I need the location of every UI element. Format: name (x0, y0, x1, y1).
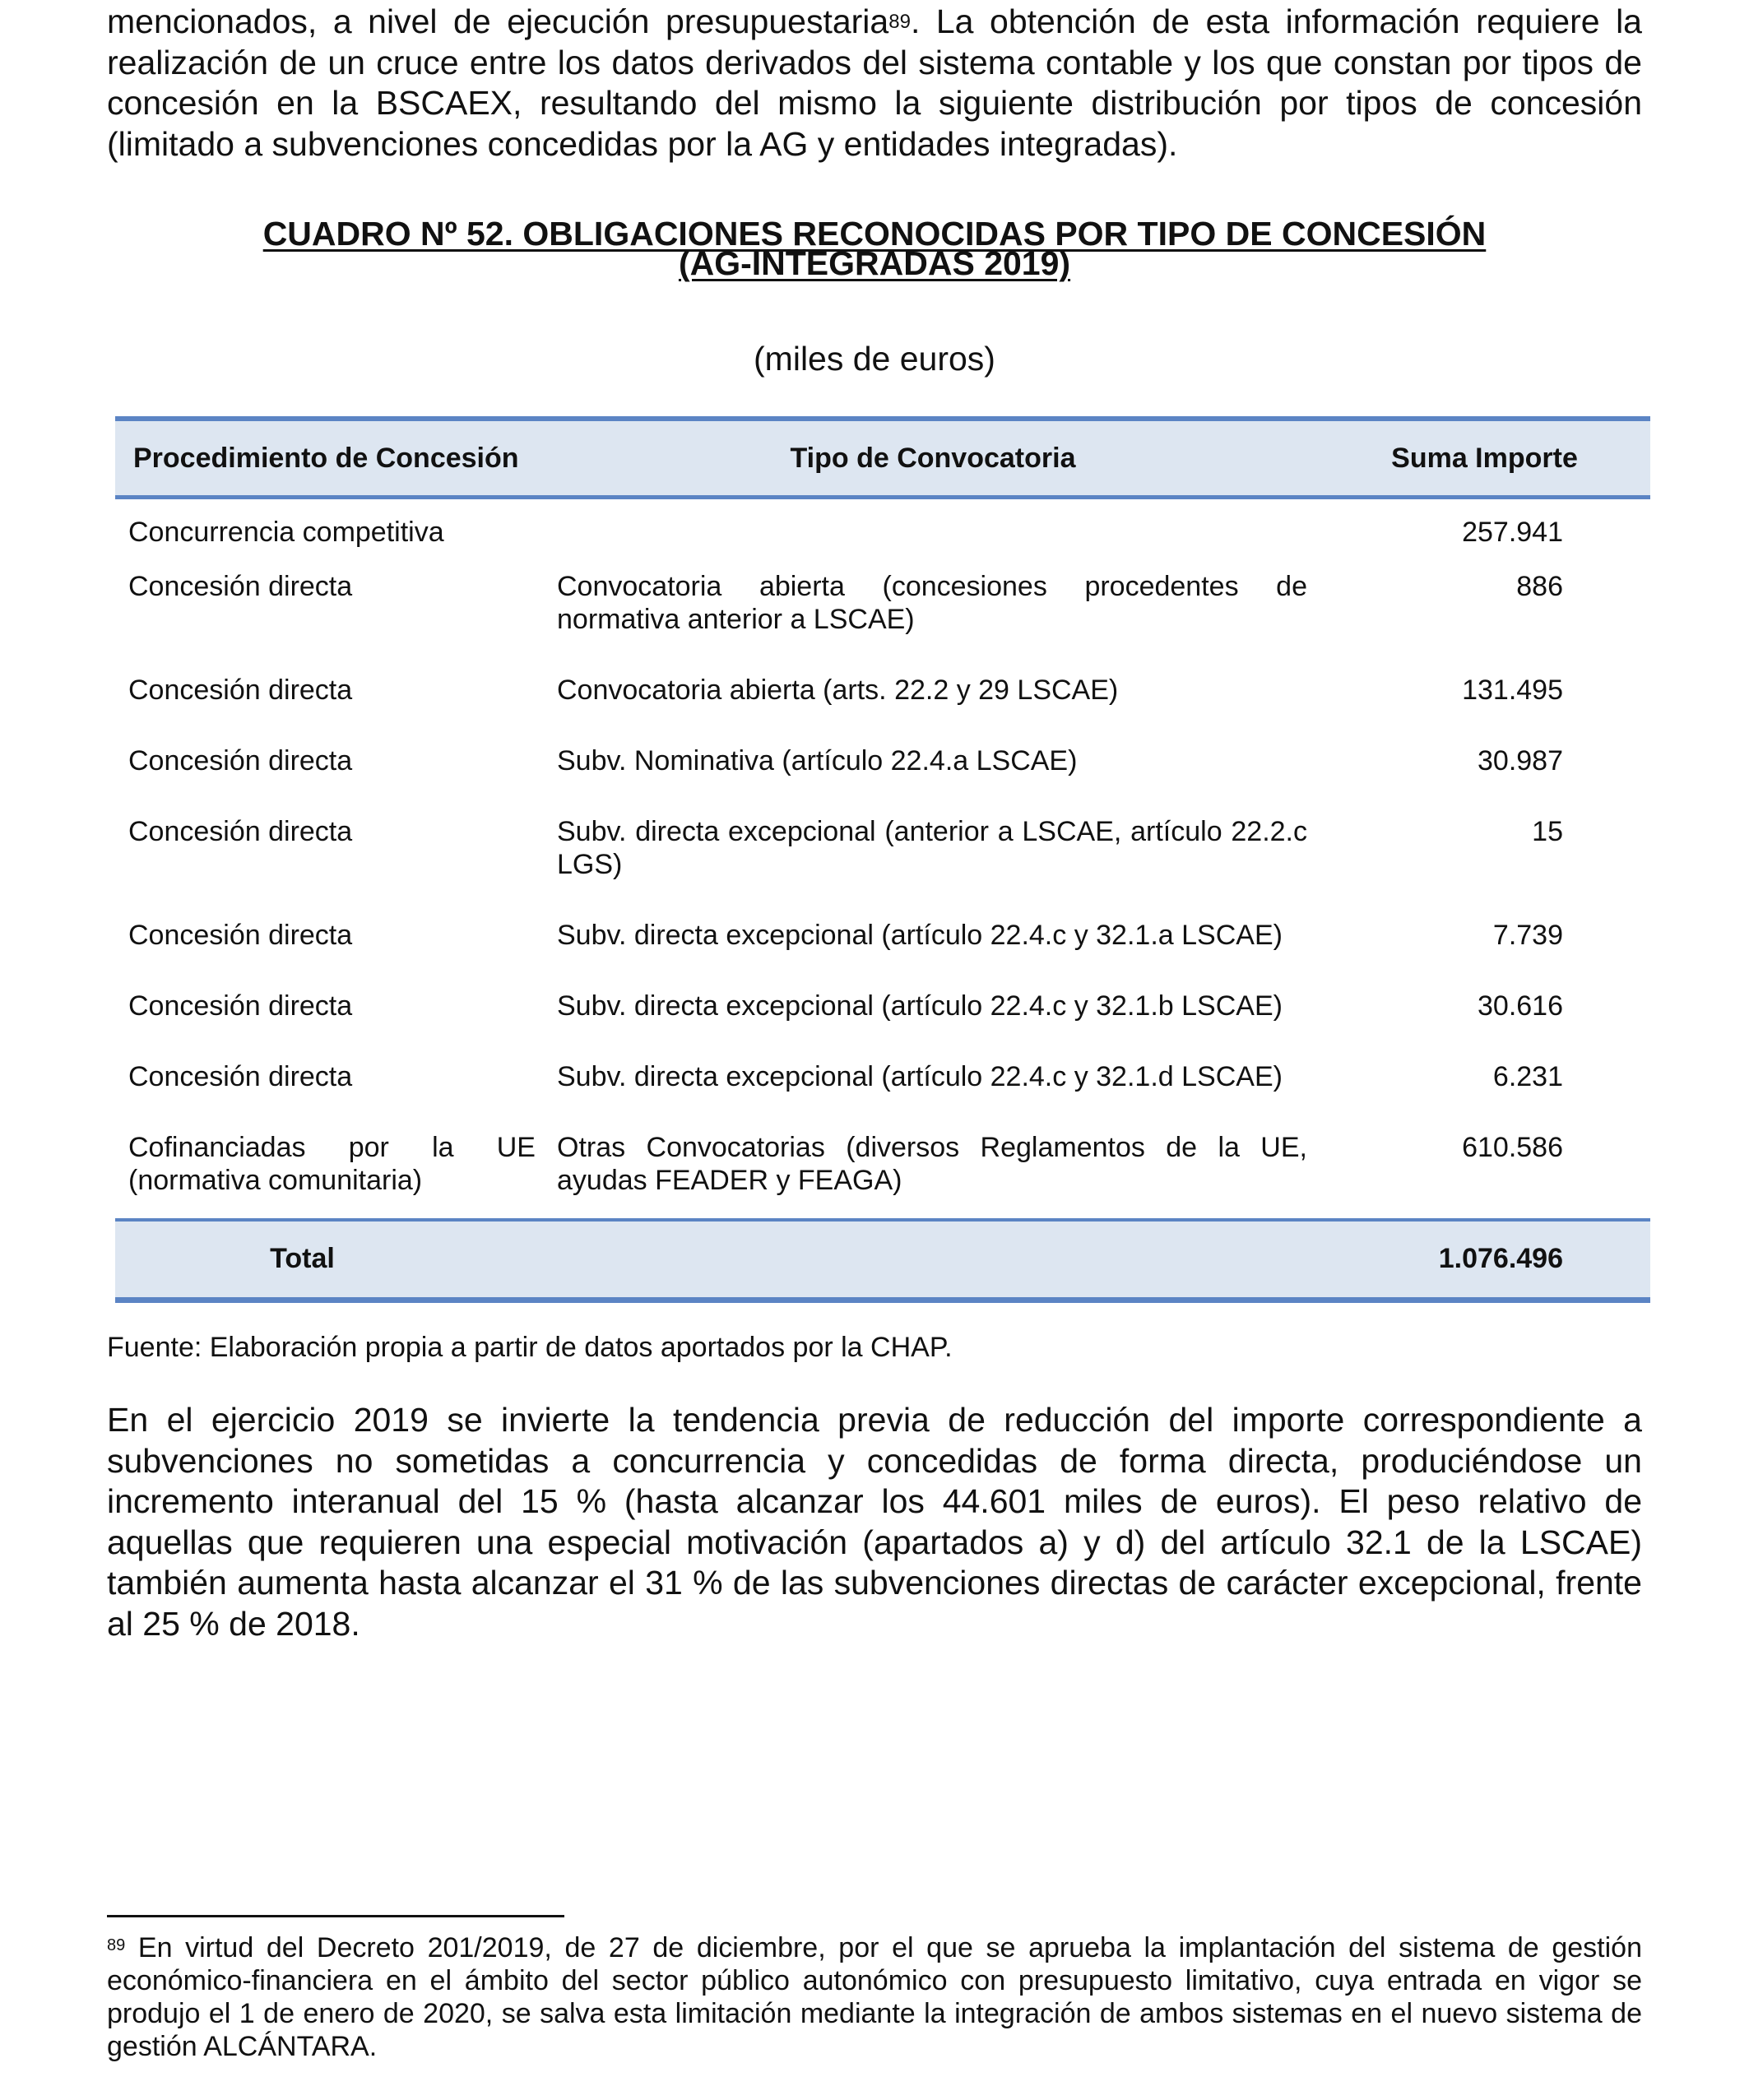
cell-tipo: Subv. directa excepcional (artículo 22.4.c y 32.1.a LSCAE) (557, 919, 1283, 951)
footnote-text: En virtud del Decreto 201/2019, de 27 de diciembre, por el que se aprueba la implantación del sistema de gestión económico-financiera en el ámbito del sector público autonómico con presupuesto limitativo, cuya entrada en vigor se produjo el 1 de enero de 2020, se salva esta limitación mediante la integración de ambos sistemas en el nuevo sistema de gestión ALCÁNTARA. (107, 1932, 1642, 2062)
intro-text-after: . La obtención de esta información requiere la realización de un cruce entre los datos derivados del sistema contable y los que constan por tipos de concesión en la BSCAEX, resultando del mismo la siguiente distribución por tipos de concesión (limitado a subvenciones concedidas por la AG y entidades integradas). (107, 2, 1642, 163)
cell-importe: 610.586 (1462, 1131, 1563, 1163)
body-paragraph: En el ejercicio 2019 se invierte la tendencia previa de reducción del importe correspondiente a subvenciones no sometidas a concurrencia y concedidas de forma directa, produciéndose un incremento interanual del 15 % (hasta alcanzar los 44.601 miles de euros). El peso relativo de aquellas que requieren una especial motivación (apartados a) y d) del artículo 32.1 de la LSCAE) también aumenta hasta alcanzar el 31 % de las subvenciones directas de carácter excepcional, frente al 25 % de 2018. (107, 1401, 1642, 1643)
column-header-procedimiento: Procedimiento de Concesión (115, 419, 547, 498)
cell-tipo: Convocatoria abierta (arts. 22.2 y 29 LSCAE) (557, 674, 1119, 706)
table-units: (miles de euros) (754, 340, 995, 378)
concession-table (115, 416, 1650, 1303)
cell-importe: 15 (1532, 815, 1563, 847)
cell-importe: 131.495 (1462, 674, 1563, 706)
table-total-row (115, 1220, 1650, 1300)
cell-procedimiento: Concesión directa (128, 1060, 353, 1092)
table-row (115, 988, 1650, 1059)
total-empty-cell (547, 1220, 1319, 1300)
cell-tipo (547, 498, 1319, 568)
cell-tipo: Otras Convocatorias (diversos Reglamentos de la UE, ayudas FEADER y FEAGA) (557, 1131, 1307, 1196)
footnote-separator (107, 1915, 564, 1917)
cell-importe: 30.987 (1478, 744, 1563, 776)
cell-procedimiento: Concesión directa (128, 570, 353, 602)
table-row (115, 672, 1650, 743)
table-title (0, 215, 1749, 282)
cell-procedimiento: Concesión directa (128, 990, 353, 1022)
cell-importe: 7.739 (1492, 919, 1563, 951)
table-row (115, 1059, 1650, 1129)
table-row (115, 498, 1650, 568)
cell-tipo: Subv. directa excepcional (artículo 22.4.c y 32.1.b LSCAE) (557, 990, 1283, 1022)
table-source-note: Fuente: Elaboración propia a partir de datos aportados por la CHAP. (107, 1332, 953, 1363)
column-header-tipo: Tipo de Convocatoria (547, 419, 1319, 498)
table-row (115, 743, 1650, 814)
footnote-number: 89 (107, 1936, 126, 1954)
cell-procedimiento: Concesión directa (128, 674, 353, 706)
total-value: 1.076.496 (1319, 1220, 1650, 1300)
table-title-line1: CUADRO Nº 52. OBLIGACIONES RECONOCIDAS POR TIPO DE CONCESIÓN (262, 215, 1487, 253)
cell-tipo: Subv. Nominativa (artículo 22.4.a LSCAE) (557, 744, 1078, 776)
table-row (115, 1129, 1650, 1220)
column-header-importe: Suma Importe (1319, 419, 1650, 498)
footnote-reference[interactable]: 89 (888, 11, 911, 33)
cell-importe: 886 (1516, 570, 1563, 602)
cell-importe: 30.616 (1478, 990, 1563, 1022)
cell-procedimiento: Cofinanciadas por la UE (normativa comunitaria) (128, 1131, 536, 1196)
data-table-container (115, 416, 1650, 1303)
table-row (115, 814, 1650, 917)
cell-procedimiento: Concesión directa (128, 744, 353, 776)
table-row (115, 568, 1650, 672)
total-label: Total (115, 1220, 547, 1300)
cell-tipo: Convocatoria abierta (concesiones procedentes de normativa anterior a LSCAE) (557, 570, 1307, 635)
cell-tipo: Subv. directa excepcional (anterior a LSCAE, artículo 22.2.c LGS) (557, 815, 1307, 880)
table-header-row (115, 419, 1650, 498)
table-row (115, 917, 1650, 988)
cell-procedimiento: Concurrencia competitiva (128, 517, 444, 548)
cell-importe: 6.231 (1492, 1060, 1563, 1092)
cell-procedimiento: Concesión directa (128, 815, 353, 847)
cell-tipo: Subv. directa excepcional (artículo 22.4.c y 32.1.d LSCAE) (557, 1060, 1283, 1092)
intro-paragraph (107, 2, 1642, 165)
table-title-line2: (AG-INTEGRADAS 2019) (678, 244, 1071, 282)
cell-procedimiento: Concesión directa (128, 919, 353, 951)
cell-importe: 257.941 (1462, 517, 1563, 548)
intro-text-before: mencionados, a nivel de ejecución presupuestaria (107, 2, 889, 40)
footnote (107, 1931, 1642, 2063)
